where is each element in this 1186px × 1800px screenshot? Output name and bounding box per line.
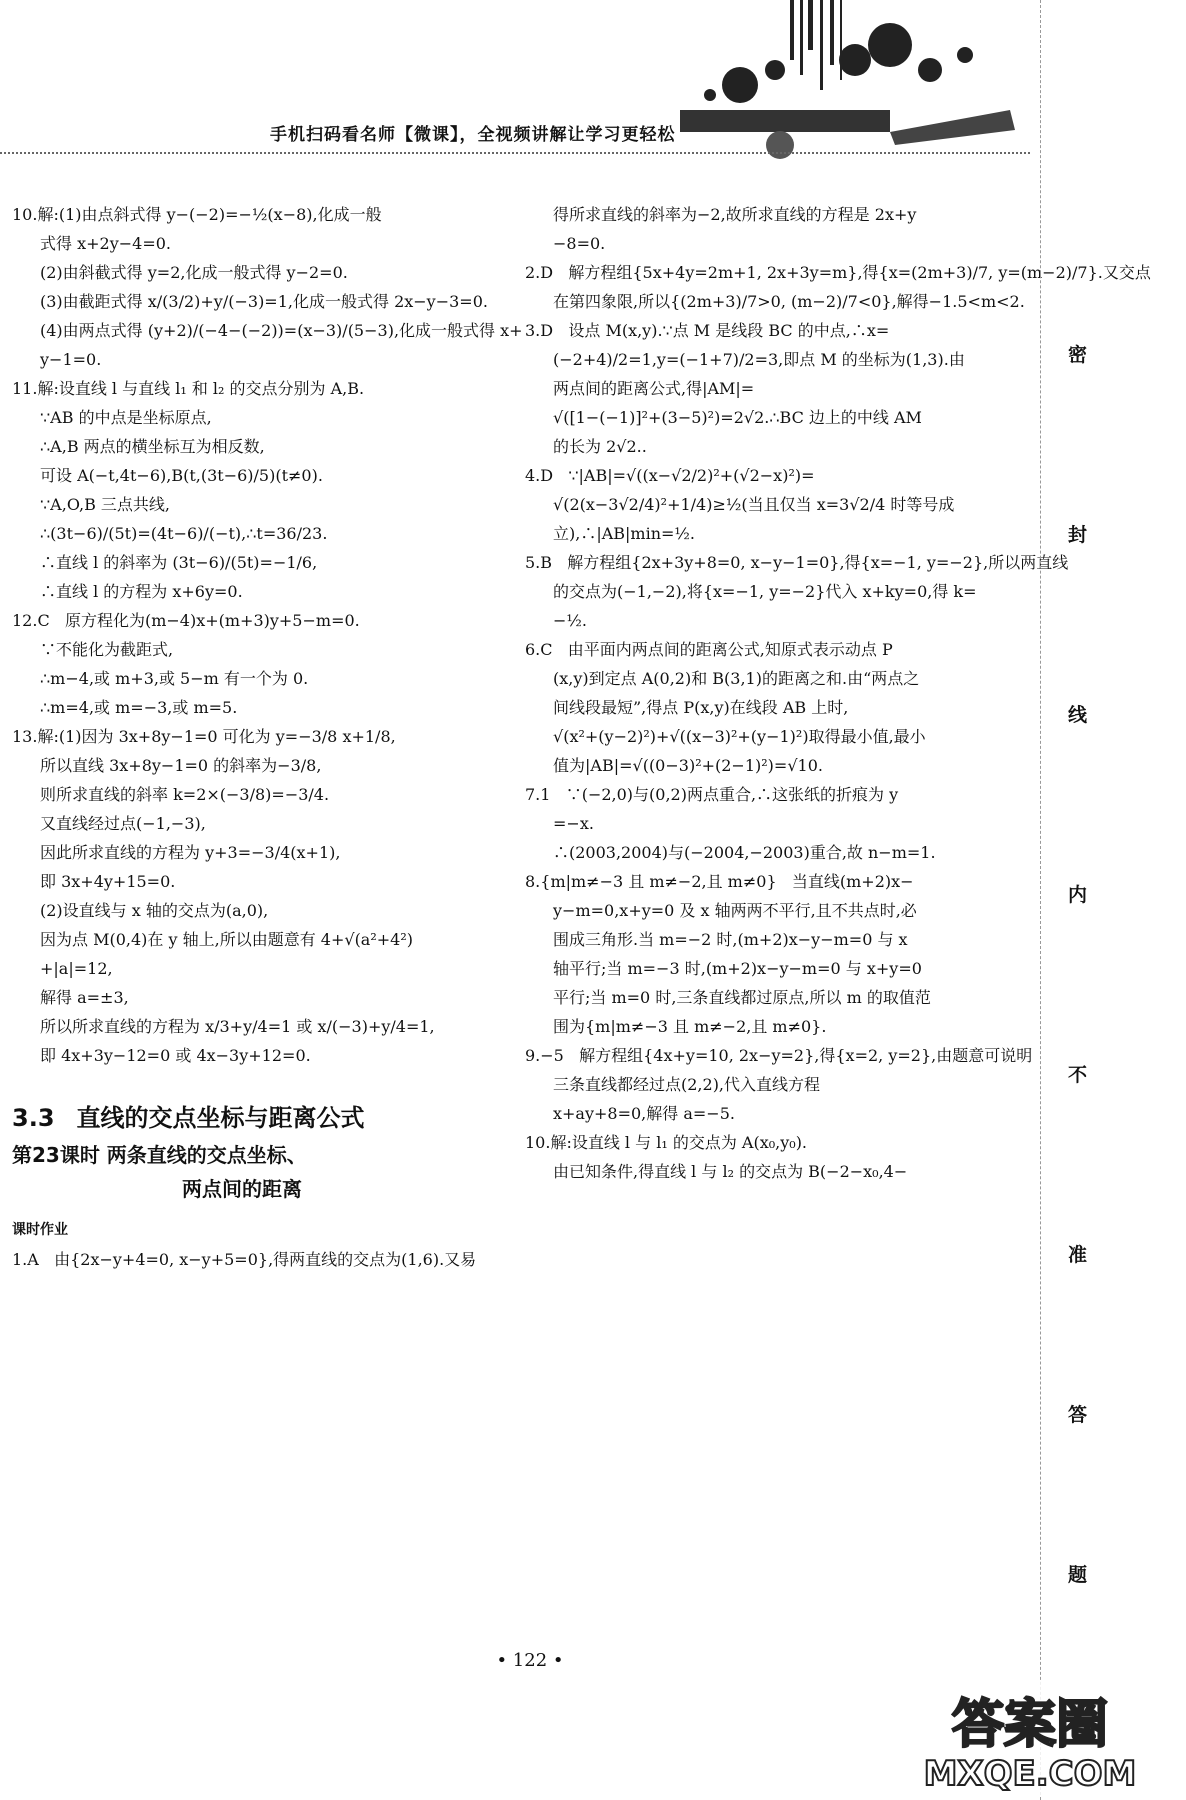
answer-line: ∴直线 l 的斜率为 (3t−6)/(5t)=−1/6, <box>40 553 318 572</box>
answer-line: (2)由斜截式得 y=2,化成一般式得 y−2=0. <box>40 263 348 282</box>
answer-line: 则所求直线的斜率 k=2×(−3/8)=−3/4. <box>40 785 330 804</box>
answer-line: 又直线经过点(−1,−3), <box>40 814 206 833</box>
section-number: 3.3 <box>12 1104 55 1132</box>
answer-line: 即 3x+4y+15=0. <box>40 872 176 891</box>
answer-line: ∵A,O,B 三点共线, <box>40 495 171 514</box>
answer-line: 平行;当 m=0 时,三条直线都过原点,所以 m 的取值范 <box>553 988 931 1007</box>
binding-char: 题 <box>1068 1564 1088 1586</box>
answer-line: y−1=0. <box>40 350 102 369</box>
answer-line: (2)设直线与 x 轴的交点为(a,0), <box>40 901 269 920</box>
answer-line: 解得 a=±3, <box>40 988 129 1007</box>
binding-char: 密 <box>1068 344 1088 366</box>
answer-line: 的交点为(−1,−2),将{x=−1, y=−2}代入 x+ky=0,得 k= <box>553 582 977 601</box>
answer-line: 值为|AB|=√((0−3)²+(2−1)²)=√10. <box>553 756 823 775</box>
answer-line: 即 4x+3y−12=0 或 4x−3y+12=0. <box>40 1046 311 1065</box>
answer-line: 立),∴|AB|min=½. <box>553 524 696 543</box>
answer-line: +|a|=12, <box>40 959 113 978</box>
answer-line: ∵AB 的中点是坐标原点, <box>40 408 212 427</box>
answer-line: 10.解:设直线 l 与 l₁ 的交点为 A(x₀,y₀). <box>525 1133 808 1152</box>
answer-line: 可设 A(−t,4t−6),B(t,(3t−6)/5)(t≠0). <box>40 466 323 485</box>
answer-line: (−2+4)/2=1,y=(−1+7)/2=3,即点 M 的坐标为(1,3).由 <box>553 350 965 369</box>
answer-line: y−m=0,x+y=0 及 x 轴两两不平行,且不共点时,必 <box>553 901 917 920</box>
answer-line: x+ay+8=0,解得 a=−5. <box>553 1104 735 1123</box>
binding-char: 准 <box>1068 1244 1088 1266</box>
watermark-url: MXQE.COM <box>923 1754 1137 1794</box>
lesson-title: 第23课时 两条直线的交点坐标、 <box>12 1143 307 1167</box>
section-title: 直线的交点坐标与距离公式 <box>76 1104 365 1132</box>
answer-line: √([1−(−1)]²+(3−5)²)=2√2.∴BC 边上的中线 AM <box>553 408 922 427</box>
answer-line: 7.1 ∵(−2,0)与(0,2)两点重合,∴这张纸的折痕为 y <box>525 785 899 804</box>
answer-line: 所以所求直线的方程为 x/3+y/4=1 或 x/(−3)+y/4=1, <box>40 1017 435 1036</box>
answer-line: ∴(3t−6)/(5t)=(4t−6)/(−t),∴t=36/23. <box>40 524 328 543</box>
header-divider <box>0 152 1030 154</box>
answer-line: −8=0. <box>553 234 606 253</box>
answer-line: 10.解:(1)由点斜式得 y−(−2)=−½(x−8),化成一般 <box>12 205 382 224</box>
homework-label: 课时作业 <box>12 1222 68 1238</box>
answer-line: 8.{m|m≠−3 且 m≠−2,且 m≠0} 当直线(m+2)x− <box>525 872 914 891</box>
binding-char: 答 <box>1068 1404 1088 1426</box>
binding-char: 内 <box>1068 884 1088 906</box>
page-number: • 122 • <box>496 1650 564 1671</box>
watermark-text: 答案圈 <box>951 1695 1109 1755</box>
answer-line: ∴m=4,或 m=−3,或 m=5. <box>40 698 238 717</box>
section-heading <box>12 1098 502 1138</box>
answer-line: 间线段最短”,得点 P(x,y)在线段 AB 上时, <box>553 698 849 717</box>
answer-line: ∴(2003,2004)与(−2004,−2003)重合,故 n−m=1. <box>553 843 936 862</box>
answer-line: 11.解:设直线 l 与直线 l₁ 和 l₂ 的交点分别为 A,B. <box>12 379 365 398</box>
answer-line: 由已知条件,得直线 l 与 l₂ 的交点为 B(−2−x₀,4− <box>553 1162 908 1181</box>
answer-line: √(2(x−3√2/4)²+1/4)≥½(当且仅当 x=3√2/4 时等号成 <box>553 495 955 514</box>
answer-line: (4)由两点式得 (y+2)/(−4−(−2))=(x−3)/(5−3),化成一般式得 x+ <box>40 321 523 340</box>
answer-line: −½. <box>553 611 587 630</box>
answer-line: ∴直线 l 的方程为 x+6y=0. <box>40 582 243 601</box>
answer-line: 围成三角形.当 m=−2 时,(m+2)x−y−m=0 与 x <box>553 930 908 949</box>
answer-line: 围为{m|m≠−3 且 m≠−2,且 m≠0}. <box>553 1017 827 1036</box>
answer-line: 两点间的距离公式,得|AM|= <box>553 379 755 398</box>
answer-line: 所以直线 3x+8y−1=0 的斜率为−3/8, <box>40 756 322 775</box>
answer-line: 因此所求直线的方程为 y+3=−3/4(x+1), <box>40 843 341 862</box>
answer-line: 12.C 原方程化为(m−4)x+(m+3)y+5−m=0. <box>12 611 360 630</box>
left-column <box>12 200 523 1274</box>
answer-line: 2.D 解方程组{5x+4y=2m+1, 2x+3y=m},得{x=(2m+3)/7, y=(m−2)/7}.又交点 <box>525 263 1151 282</box>
lesson-subtitle: 两点间的距离 <box>182 1177 302 1201</box>
answer-line: ∵不能化为截距式, <box>40 640 174 659</box>
answer-line: 的长为 2√2.. <box>553 437 647 456</box>
binding-char: 不 <box>1068 1064 1088 1086</box>
answer-line: 3.D 设点 M(x,y).∵点 M 是线段 BC 的中点,∴x= <box>525 321 890 340</box>
answer-line: 因为点 M(0,4)在 y 轴上,所以由题意有 4+√(a²+4²) <box>40 930 414 949</box>
binding-char: 封 <box>1068 524 1088 546</box>
answer-line: 6.C 由平面内两点间的距离公式,知原式表示动点 P <box>525 640 893 659</box>
answer-line: 三条直线都经过点(2,2),代入直线方程 <box>553 1075 821 1094</box>
answer-line: ∴m−4,或 m+3,或 5−m 有一个为 0. <box>40 669 309 688</box>
right-column <box>525 200 1151 1186</box>
answer-line: (x,y)到定点 A(0,2)和 B(3,1)的距离之和.由“两点之 <box>553 669 920 688</box>
answer-line: √(x²+(y−2)²)+√((x−3)²+(y−1)²)取得最小值,最小 <box>553 727 926 746</box>
answer-line: 1.A 由{2x−y+4=0, x−y+5=0},得两直线的交点为(1,6).又易 <box>12 1250 477 1269</box>
binding-margin <box>1040 0 1186 1800</box>
answer-line: =−x. <box>553 814 594 833</box>
binding-char: 线 <box>1068 704 1088 726</box>
answer-line: ∴A,B 两点的横坐标互为相反数, <box>40 437 265 456</box>
answer-line: (3)由截距式得 x/(3/2)+y/(−3)=1,化成一般式得 2x−y−3=0. <box>40 292 488 311</box>
answer-line: 13.解:(1)因为 3x+8y−1=0 可化为 y=−3/8 x+1/8, <box>12 727 396 746</box>
header-decoration <box>680 0 1040 175</box>
answer-line: 5.B 解方程组{2x+3y+8=0, x−y−1=0},得{x=−1, y=−2},所以两直线 <box>525 553 1069 572</box>
header-banner: 手机扫码看名师【微课】，全视频讲解让学习更轻松 <box>270 125 676 145</box>
answer-line: 式得 x+2y−4=0. <box>40 234 171 253</box>
answer-line: 轴平行;当 m=−3 时,(m+2)x−y−m=0 与 x+y=0 <box>553 959 922 978</box>
answer-line: 在第四象限,所以{(2m+3)/7>0, (m−2)/7<0},解得−1.5<m<2. <box>553 292 1025 311</box>
watermark-logo <box>880 1680 1180 1795</box>
answer-line: 得所求直线的斜率为−2,故所求直线的方程是 2x+y <box>553 205 917 224</box>
answer-line: 4.D ∵|AB|=√((x−√2/2)²+(√2−x)²)= <box>525 466 815 485</box>
answer-line: 9.−5 解方程组{4x+y=10, 2x−y=2},得{x=2, y=2},由题意可说明 <box>525 1046 1033 1065</box>
